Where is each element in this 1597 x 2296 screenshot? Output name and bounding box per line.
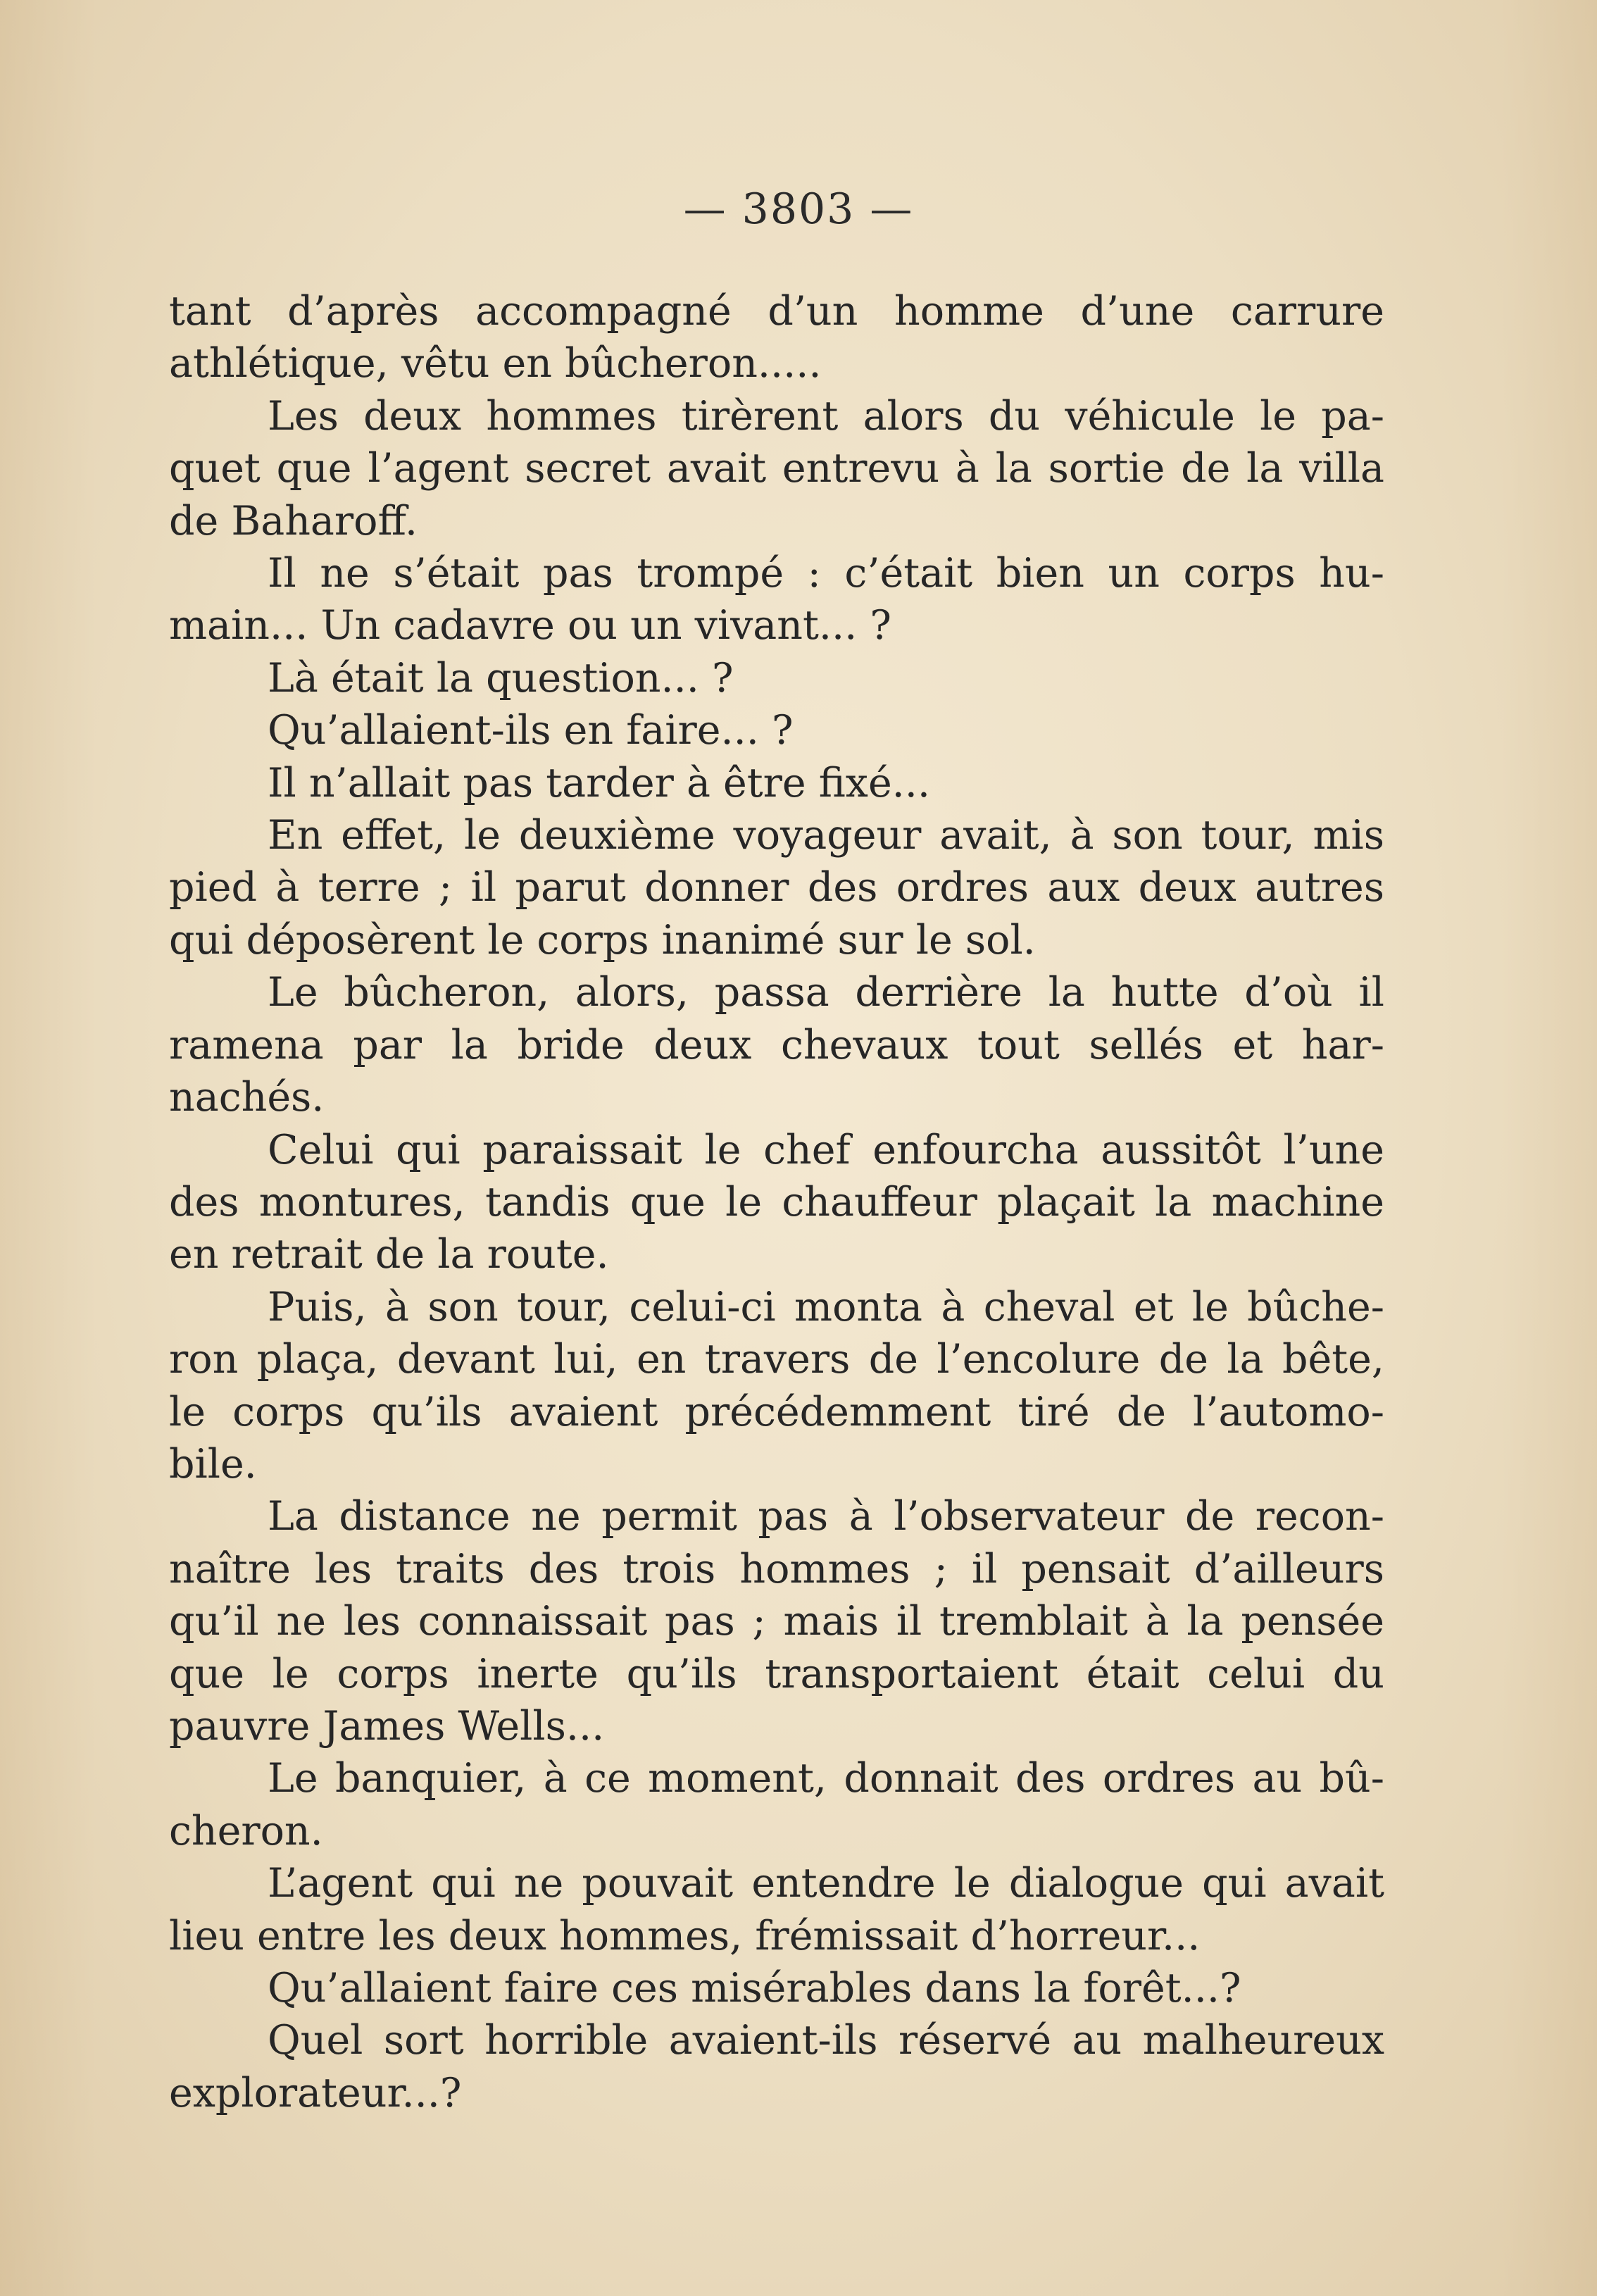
text-line: cheron. [169,1807,323,1854]
body-text [169,285,1384,2119]
text-line: athlétique, vêtu en bûcheron..... [169,340,822,387]
text-line: Il n’allait pas tarder à être fixé... [268,759,931,806]
text-line: qu’il ne les connaissait pas ; mais il tremblait à la pensée [169,1598,1384,1645]
text-line: Les deux hommes tirèrent alors du véhicule le pa- [268,392,1384,439]
text-line: bile. [169,1440,257,1487]
text-line: Il ne s’était pas trompé : c’était bien un corps hu- [268,550,1384,597]
text-line: Là était la question... ? [268,654,734,701]
text-line: Celui qui paraissait le chef enfourcha aussitôt l’une [268,1126,1384,1173]
text-line: des montures, tandis que le chauffeur plaçait la machine [169,1178,1384,1225]
text-line: ron plaça, devant lui, en travers de l’encolure de la bête, [169,1336,1384,1383]
text-line: En effet, le deuxième voyageur avait, à son tour, mis [268,812,1384,859]
text-line: lieu entre les deux hommes, frémissait d’horreur... [169,1912,1201,1959]
text-line: le corps qu’ils avaient précédemment tiré de l’automo- [169,1388,1384,1435]
text-line: tant d’après accompagné d’un homme d’une carrure [169,288,1384,335]
text-line: en retrait de la route. [169,1231,609,1278]
text-line: La distance ne permit pas à l’observateur de recon- [268,1493,1384,1540]
text-line: main... Un cadavre ou un vivant... ? [169,602,891,649]
text-line: quet que l’agent secret avait entrevu à la sortie de la villa [169,445,1384,492]
text-line: Le bûcheron, alors, passa derrière la hutte d’où il [268,969,1384,1016]
text-line: Quel sort horrible avaient-ils réservé au malheureux [268,2017,1384,2064]
text-line: pied à terre ; il parut donner des ordres aux deux autres [169,864,1384,911]
text-line: que le corps inerte qu’ils transportaient était celui du [169,1650,1384,1697]
text-line: nachés. [169,1074,325,1121]
text-line: Le banquier, à ce moment, donnait des ordres au bû- [268,1755,1384,1802]
text-line: Puis, à son tour, celui-ci monta à cheval et le bûche- [268,1283,1384,1330]
page-number: — 3803 — [683,185,914,234]
text-line: naître les traits des trois hommes ; il pensait d’ailleurs [169,1545,1384,1592]
text-line: qui déposèrent le corps inanimé sur le sol. [169,916,1036,963]
text-line: pauvre James Wells... [169,1702,605,1749]
text-line: Qu’allaient-ils en faire... ? [268,707,794,754]
text-line: explorateur...? [169,2069,462,2116]
text-line: Qu’allaient faire ces misérables dans la forêt...? [268,1965,1241,2011]
text-line: de Baharoff. [169,497,418,544]
text-line: ramena par la bride deux chevaux tout sellés et har- [169,1021,1384,1068]
text-line: L’agent qui ne pouvait entendre le dialogue qui avait [268,1860,1384,1907]
